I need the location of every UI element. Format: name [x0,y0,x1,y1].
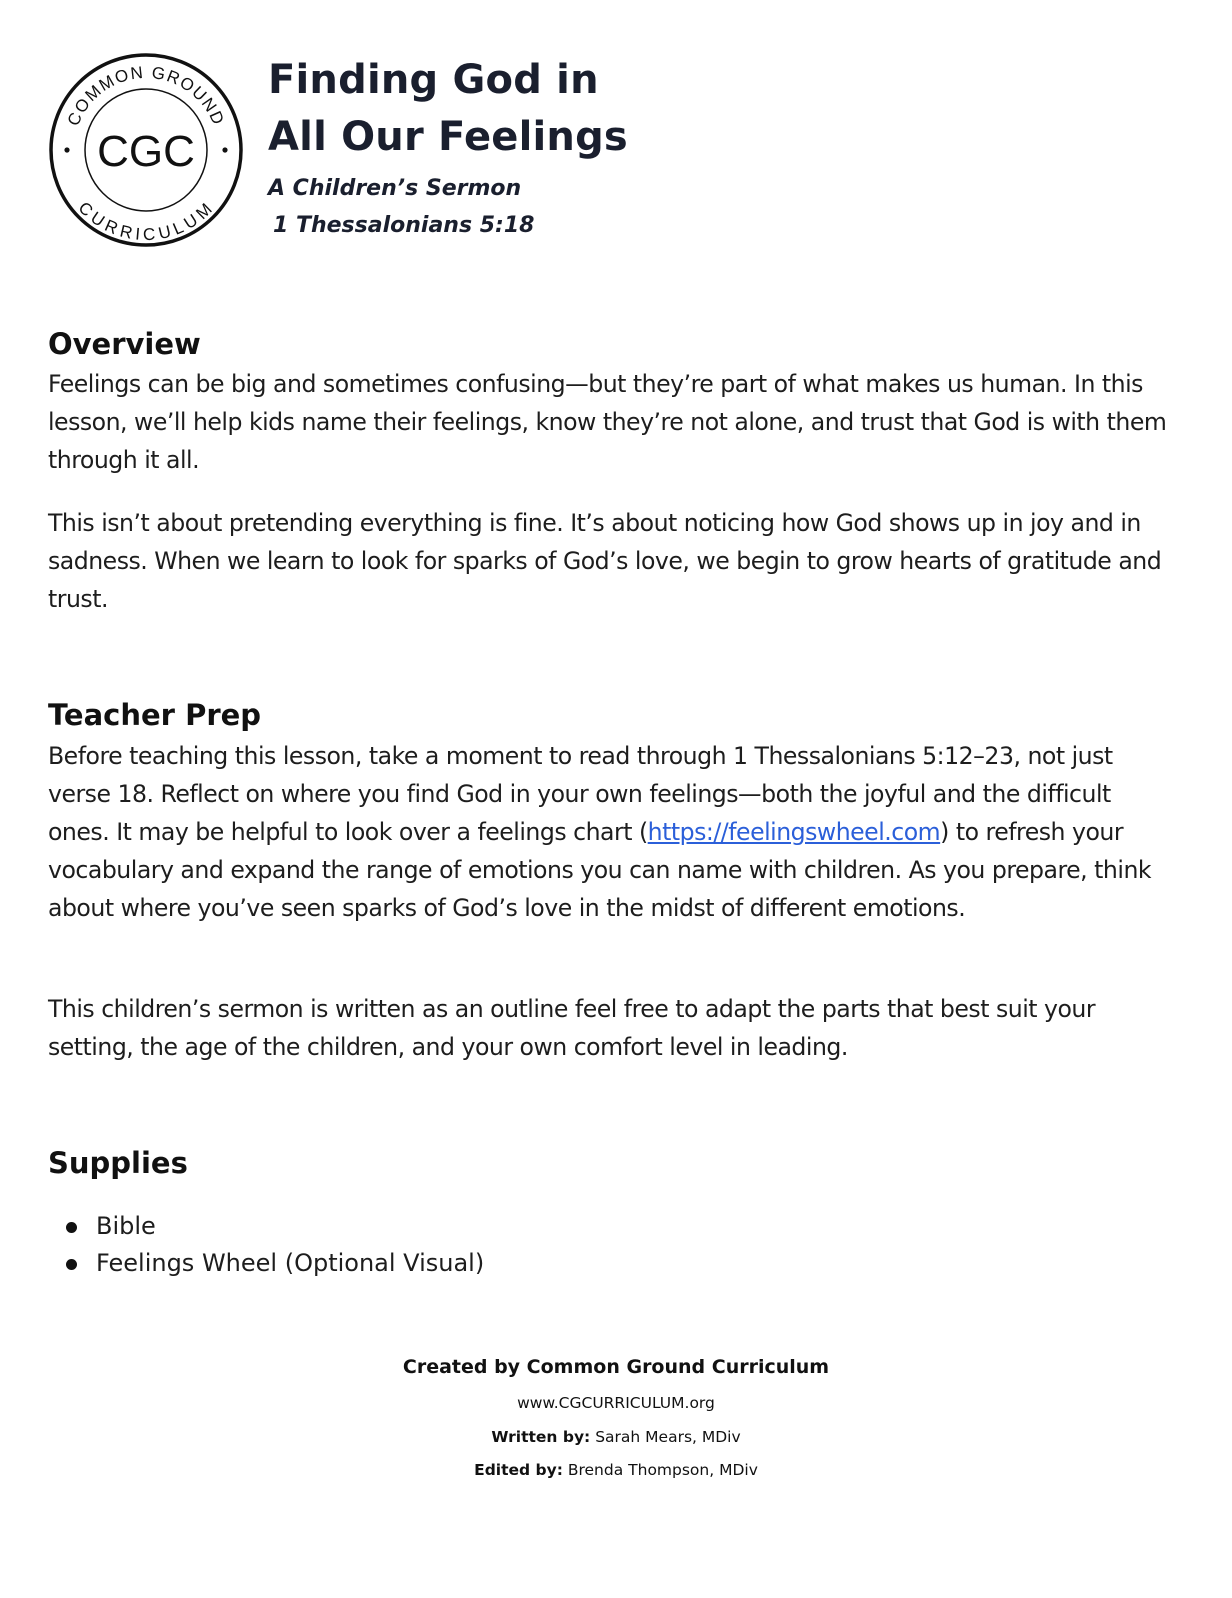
feelings-wheel-link[interactable]: https://feelingswheel.com [647,818,941,846]
teacher-prep-paragraph-1 [48,737,1168,927]
footer-written-by [0,1428,1232,1446]
cgc-logo [48,52,244,248]
footer-website: www.CGCURRICULUM.org [517,1394,715,1412]
overview-paragraph-2: This isn’t about pretending everything is fine. It’s about noticing how God shows up in joy and in sadness. When we learn to look for sparks of God’s love, we begin to grow hearts of gratitude and trust. [48,509,1162,613]
logo-center-text: CGC [97,127,195,176]
supply-item: Feelings Wheel (Optional Visual) [48,1245,484,1282]
logo-bottom-arc-text: CURRICULUM [74,198,218,245]
footer-created-by: Created by Common Ground Curriculum [402,1356,830,1378]
svg-text:CURRICULUM [75,198,218,244]
written-by-label: Written by: [491,1428,591,1446]
supplies-heading: Supplies [48,1146,188,1180]
teacher-prep-text-after-link: ) to refresh your vocabulary and expand the range of emotions you can name with children. As you prepare, think about where you’ve seen sparks of God’s love in the midst of different emotions. [48,818,1152,922]
overview-paragraph-1: Feelings can be big and sometimes confusing—but they’re part of what makes us human. In this lesson, we’ll help kids name their feelings, know they’re not alone, and trust that God is with them through it all. [48,370,1167,474]
subtitle-block [268,170,534,244]
overview-heading: Overview [48,327,201,361]
title-line-2: All Our Feelings [268,114,628,160]
written-by-name: Sarah Mears, MDiv [595,1428,741,1446]
subtitle: A Children’s Sermon [268,176,522,201]
teacher-prep-heading: Teacher Prep [48,698,262,732]
supply-item: Bible [48,1208,484,1245]
teacher-prep-paragraph-2: This children’s sermon is written as an outline feel free to adapt the parts that best suit your setting, the age of the children, and your own comfort level in leading. [48,995,1096,1061]
footer-edited-by [0,1461,1232,1479]
supplies-list [48,1208,484,1282]
scripture-reference: 1 Thessalonians 5:18 [273,213,535,238]
edited-by-label: Edited by: [474,1461,563,1479]
teacher-prep-text-before-link: Before teaching this lesson, take a moment to read through 1 Thessalonians 5:12–23, not just verse 18. Reflect on where you find God in your own feelings—both the joyful and the difficult ones. It may be helpful to look over a feelings chart ( [48,742,1113,846]
logo-top-arc-text: COMMON GROUND [63,62,229,129]
edited-by-name: Brenda Thompson, MDiv [567,1461,758,1479]
title-line-1: Finding God in [268,57,599,103]
page-title [268,52,628,166]
